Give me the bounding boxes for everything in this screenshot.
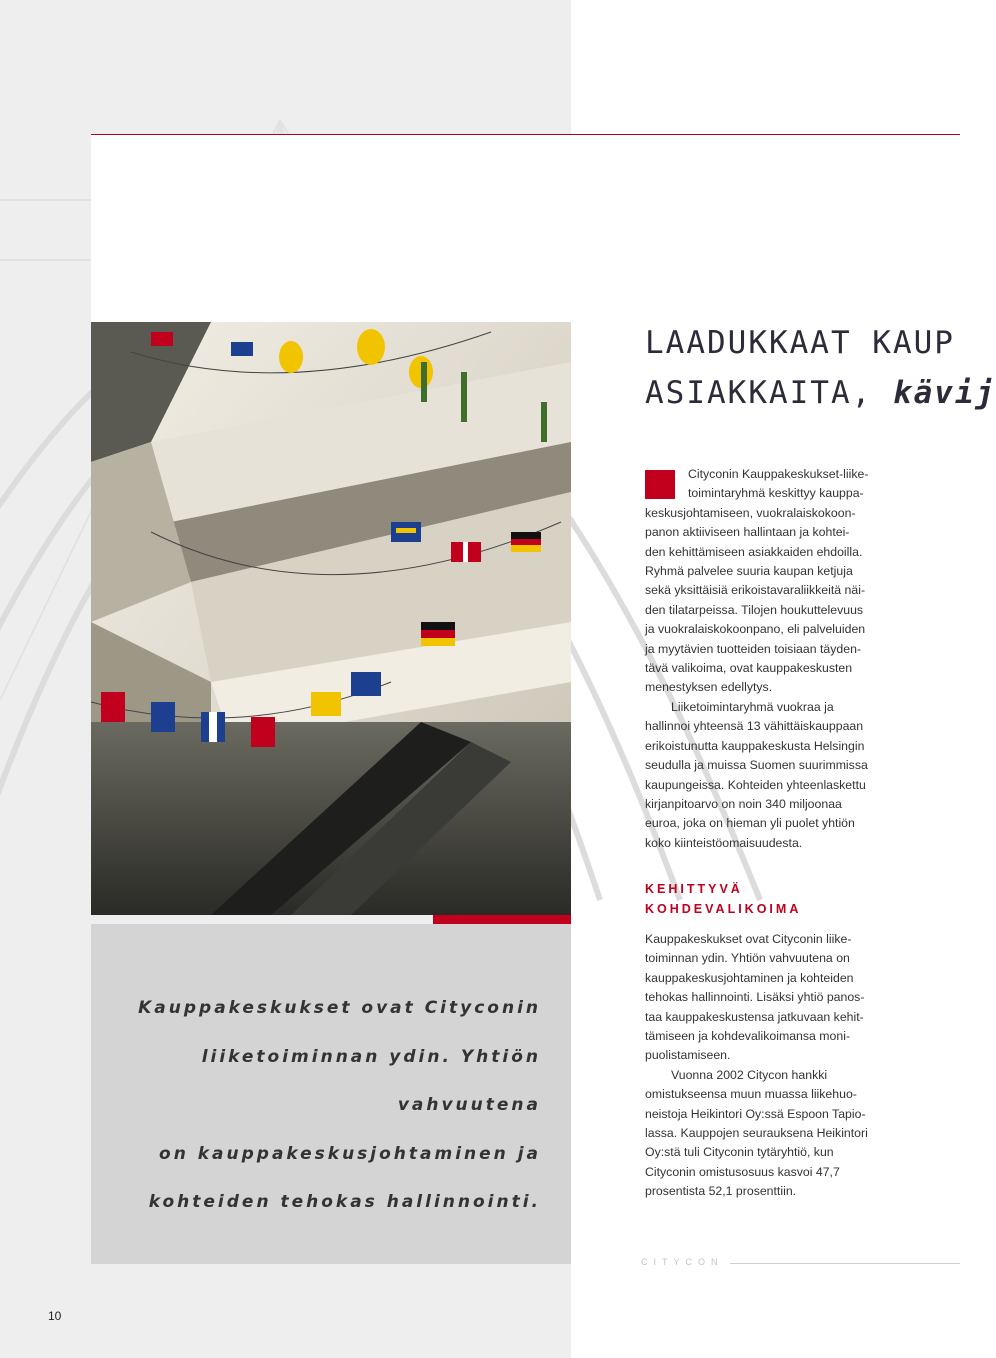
text-line: keskusjohtamiseen, vuokralaiskokoon-	[645, 505, 856, 520]
intro-text	[645, 465, 877, 853]
text-line: lassa. Kauppojen seurauksena Heikintori	[645, 1126, 868, 1141]
intro-paragraph-2	[645, 698, 877, 853]
text-line: den tilatarpeissa. Tilojen houkuttelevuus	[645, 602, 864, 617]
text-line: Cityconin omistusosuus kasvoi 47,7	[645, 1164, 840, 1179]
text-line: Liiketoimintaryhmä vuokraa ja	[671, 699, 834, 714]
text-line: Kauppakeskukset ovat Cityconin liike-	[645, 932, 852, 946]
text-line: toimintaryhmä keskittyy kauppa-	[688, 486, 864, 501]
white-panel	[91, 135, 571, 322]
text-line: toiminnan ydin. Yhtiön vahvuutena on	[645, 951, 850, 966]
pull-quote-box	[91, 924, 571, 1264]
title-line-2: ASIAKKAITA,	[645, 375, 893, 411]
quote-line: Kauppakeskukset ovat Cityconin	[138, 998, 541, 1018]
quote-line: liiketoiminnan ydin. Yhtiön vahvuutena	[201, 1046, 541, 1115]
text-line: Ryhmä palvelee suuria kaupan ketjuja	[645, 564, 853, 579]
text-line: Oy:stä tuli Cityconin tytäryhtiö, kun	[645, 1145, 834, 1160]
section-heading	[645, 879, 801, 919]
title-line-2-italic: kävij	[892, 375, 996, 411]
section-paragraph-2	[645, 1066, 877, 1202]
text-line: den kehittämiseen asiakkaiden ehdoilla.	[645, 544, 863, 559]
text-line: neistoja Heikintori Oy:ssä Espoon Tapio-	[645, 1106, 866, 1121]
text-line: omistukseensa muun muassa liikehuo-	[645, 1087, 857, 1102]
pull-quote	[101, 984, 541, 1227]
section-heading-line-1: KEHITTYVÄ	[645, 882, 743, 896]
text-line: tävä valikoima, ovat kauppakeskusten	[645, 661, 853, 676]
citycon-logo: CITYCON	[641, 1257, 724, 1267]
text-line: sekä yksittäisiä erikoistavaraliikkeitä näi-	[645, 583, 866, 598]
text-line: kaupungeissa. Kohteiden yhteenlaskettu	[645, 777, 866, 792]
text-line: euroa, joka on hieman yli puolet yhtiön	[645, 816, 855, 831]
top-rule	[91, 134, 960, 135]
text-line: ja vuokralaiskokoonpano, eli palveluiden	[645, 622, 866, 637]
text-line: Cityconin Kauppakeskukset-liike-	[688, 467, 869, 481]
quote-line: on kauppakeskusjohtaminen ja	[159, 1143, 541, 1164]
text-line: koko kiinteistöomaisuudesta.	[645, 835, 803, 850]
text-line: ja myytävien tuotteiden toisiaan täyden-	[645, 641, 862, 656]
section-heading-line-2: KOHDEVALIKOIMA	[645, 902, 802, 916]
text-line: hallinnoi yhteensä 13 vähittäiskauppaan	[645, 719, 864, 734]
section-paragraph-1	[645, 930, 877, 1066]
text-line: erikoistunutta kauppakeskusta Helsingin	[645, 738, 865, 753]
text-line: seudulla ja muissa Suomen suurimmissa	[645, 758, 868, 773]
page-number: 10	[48, 1309, 62, 1323]
page-title	[645, 318, 996, 418]
intro-paragraph-1	[645, 465, 877, 698]
mall-interior-photo	[91, 322, 571, 915]
accent-bar	[433, 915, 571, 924]
text-line: kauppakeskusjohtaminen ja kohteiden	[645, 970, 854, 985]
footer-rule	[730, 1263, 960, 1264]
text-line: menestyksen edellytys.	[645, 680, 773, 695]
text-line: tehokas hallinnointi. Lisäksi yhtiö panos-	[645, 990, 865, 1005]
text-line: panon aktiiviseen hallintaan ja kohtei-	[645, 525, 850, 540]
text-line: kirjanpitoarvo on noin 340 miljoonaa	[645, 796, 842, 811]
section-text	[645, 930, 877, 1202]
text-line: taa kauppakeskustensa jatkuvaan kehit-	[645, 1009, 864, 1024]
quote-line: kohteiden tehokas hallinnointi.	[148, 1192, 541, 1212]
text-line: prosentista 52,1 prosenttiin.	[645, 1184, 797, 1199]
title-line-1: LAADUKKAAT KAUP	[645, 325, 955, 361]
text-line: Vuonna 2002 Citycon hankki	[671, 1067, 828, 1082]
text-line: puolistamiseen.	[645, 1048, 731, 1063]
text-line: tämiseen ja kohdevalikoimansa moni-	[645, 1029, 851, 1044]
